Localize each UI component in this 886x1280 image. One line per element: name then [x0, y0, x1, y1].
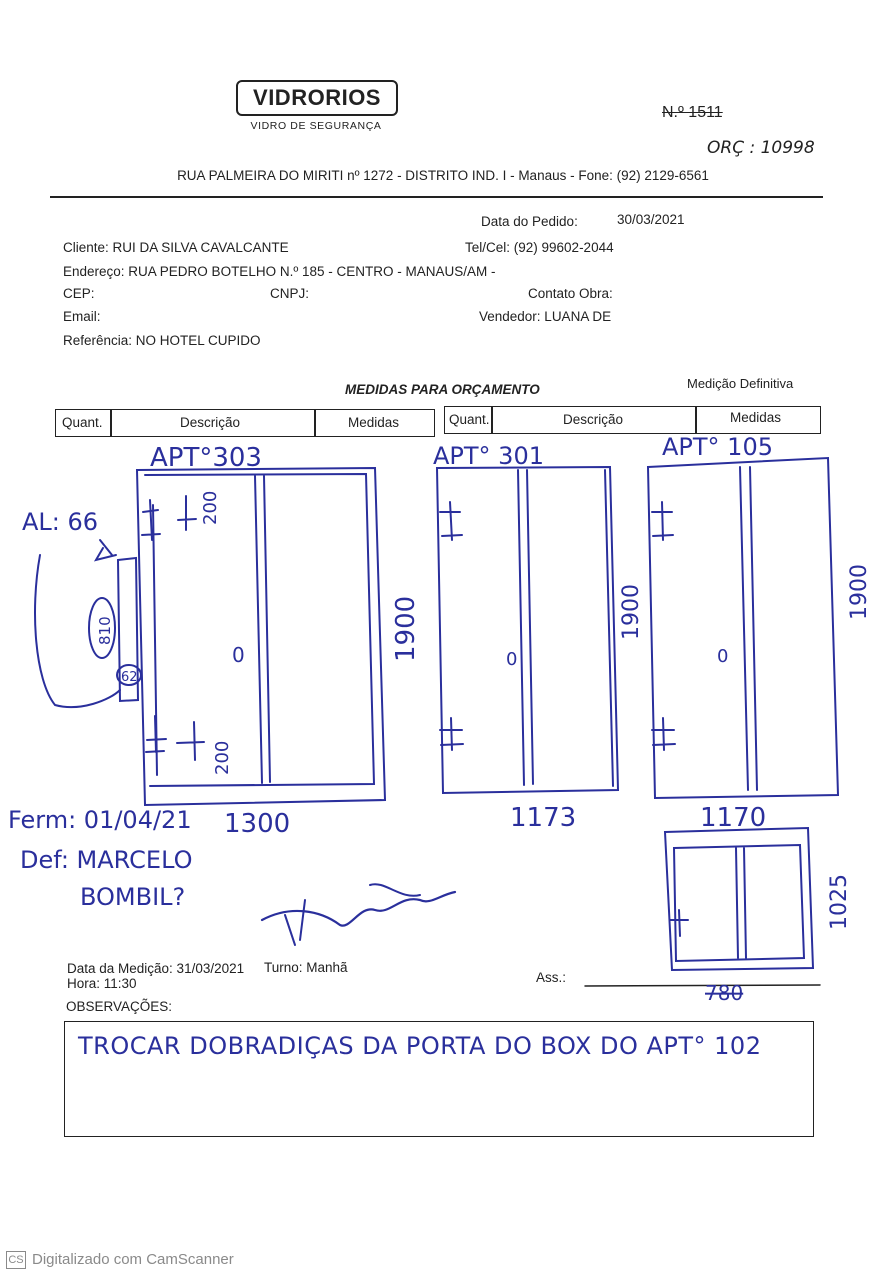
side-height-label: AL: 66 — [22, 508, 99, 536]
apt2-center: 0 — [506, 649, 518, 670]
apt3-center: 0 — [717, 646, 729, 667]
side-small-label: 62 — [121, 670, 138, 685]
note-def: Def: MARCELO — [20, 846, 193, 874]
header-descricao: Descrição — [180, 415, 241, 430]
company-subtitle: VIDRO DE SEGURANÇA — [250, 120, 382, 132]
orc-number: ORÇ : 10998 — [707, 138, 815, 158]
definitive-label: Medição Definitiva — [687, 376, 794, 391]
contact-label: Contato Obra: — [528, 286, 613, 301]
apt3-width: 1170 — [700, 803, 767, 833]
measurement-date: Data da Medição: 31/03/2021 — [67, 961, 245, 976]
note-ferm: Ferm: 01/04/21 — [8, 806, 192, 834]
side-oval-label: 810 — [96, 616, 114, 645]
apt1-width: 1300 — [224, 809, 291, 839]
apt1-label: APT°303 — [150, 443, 262, 473]
client-address: Endereço: RUA PEDRO BOTELHO N.º 185 - CENTRO - MANAUS/AM - — [63, 264, 496, 279]
order-number-struck: N.º 1511 — [662, 104, 723, 121]
observations-text: TROCAR DOBRADIÇAS DA PORTA DO BOX DO APT° 102 — [78, 1032, 762, 1060]
cep-label: CEP: — [63, 286, 95, 301]
apt2-width: 1173 — [510, 803, 577, 833]
header-medidas: Medidas — [730, 410, 782, 425]
company-logo: VIDRORIOS — [236, 80, 398, 116]
header-quant: Quant. — [449, 412, 490, 427]
measurement-time: Hora: 11:30 — [67, 976, 137, 991]
apt1-height: 1900 — [391, 595, 421, 662]
apt2-height: 1900 — [619, 584, 644, 640]
small-box-height: 1025 — [827, 874, 852, 930]
client-phone: Tel/Cel: (92) 99602-2044 — [465, 240, 614, 255]
apt3-height: 1900 — [847, 564, 872, 620]
observations-label: OBSERVAÇÕES: — [66, 999, 173, 1014]
order-date-value: 30/03/2021 — [617, 212, 685, 227]
note-extra: BOMBIL? — [80, 883, 186, 911]
signature-label: Ass.: — [536, 970, 567, 985]
header-descricao: Descrição — [563, 412, 624, 427]
apt1-center: 0 — [232, 643, 245, 667]
order-date-label: Data do Pedido: — [481, 214, 578, 229]
apt1-bottom-dim: 200 — [212, 740, 233, 775]
measurement-shift: Turno: Manhã — [264, 960, 348, 975]
apt3-label: APT° 105 — [662, 433, 773, 461]
email-label: Email: — [63, 309, 101, 324]
camscanner-watermark — [6, 1251, 234, 1269]
header-quant: Quant. — [62, 415, 103, 430]
cnpj-label: CNPJ: — [270, 286, 310, 301]
apt1-top-dim: 200 — [200, 490, 221, 525]
company-address: RUA PALMEIRA DO MIRITI nº 1272 - DISTRITO IND. I - Manaus - Fone: (92) 2129-6561 — [177, 168, 709, 183]
small-box-frame — [665, 828, 813, 970]
measures-title: MEDIDAS PARA ORÇAMENTO — [345, 382, 540, 397]
client-name: Cliente: RUI DA SILVA CAVALCANTE — [63, 240, 289, 255]
camscanner-text: Digitalizado com CamScanner — [32, 1251, 234, 1268]
small-box-width: 780 — [705, 981, 744, 1005]
apt2-label: APT° 301 — [433, 442, 544, 470]
camscanner-icon: CS — [6, 1251, 26, 1269]
header-medidas: Medidas — [348, 415, 400, 430]
salesperson: Vendedor: LUANA DE — [479, 309, 612, 324]
reference: Referência: NO HOTEL CUPIDO — [63, 333, 261, 348]
